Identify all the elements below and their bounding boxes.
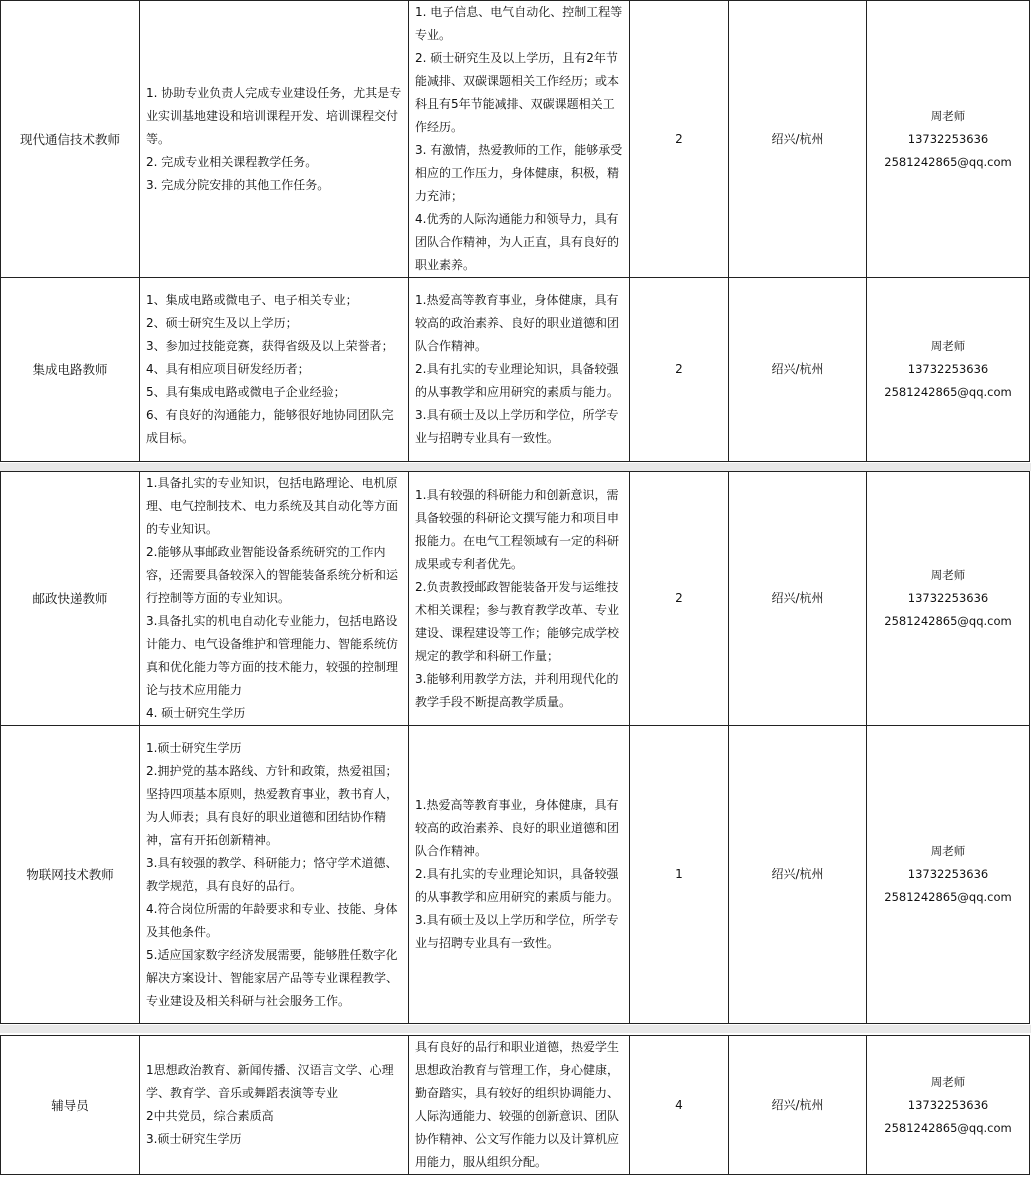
section-divider: [0, 1025, 1031, 1033]
contact-cell: [867, 726, 1030, 1024]
contact-cell: [867, 1036, 1030, 1175]
headcount-cell: 2: [630, 472, 729, 726]
requirement-item: 1. 电子信息、电气自动化、控制工程等专业。: [415, 5, 623, 42]
contact-email: 2581242865@qq.com: [884, 614, 1012, 628]
duty-item: 6、有良好的沟通能力，能够很好地协同团队完成目标。: [146, 408, 394, 445]
duty-item: 2、硕士研究生及以上学历；: [146, 316, 298, 330]
position-name-cell: 集成电路教师: [1, 278, 140, 462]
job-table: [0, 1035, 1030, 1175]
table-row: [1, 1036, 1030, 1175]
duty-item: 1思想政治教育、新闻传播、汉语言文学、心理学、教育学、音乐或舞蹈表演等专业: [146, 1063, 394, 1100]
table-row: [1, 278, 1030, 462]
requirement-item: 1.热爱高等教育事业，身体健康，具有较高的政治素养、良好的职业道德和团队合作精神。: [415, 798, 620, 858]
duty-item: 1.硕士研究生学历: [146, 740, 242, 755]
contact-name: 周老师: [930, 844, 966, 858]
headcount-cell: 1: [630, 726, 729, 1024]
location-cell: 绍兴/杭州: [729, 278, 867, 462]
requirements-cell: [409, 1036, 630, 1175]
duty-item: 3.硕士研究生学历: [146, 1132, 242, 1146]
requirement-item: 具有良好的品行和职业道德，热爱学生思想政治教育与管理工作，身心健康，勤奋踏实，具有较好的组织协调能力、人际沟通能力、较强的创新意识、团队协作精神、公文写作能力以及计算机应用能力，服从组织分配。: [415, 1040, 620, 1169]
contact-phone: 13732253636: [907, 362, 989, 376]
contact-name: 周老师: [930, 108, 966, 123]
duties-cell: [140, 472, 409, 726]
table-row: [1, 726, 1030, 1024]
duty-item: 5、具有集成电路或微电子企业经验；: [146, 385, 346, 399]
duty-item: 4、具有相应项目研发经历者；: [146, 362, 310, 376]
requirement-item: 3. 有激情，热爱教师的工作，能够承受相应的工作压力，身体健康，积极，精力充沛；: [415, 143, 623, 203]
duties-cell: [140, 726, 409, 1024]
position-name-cell: 辅导员: [1, 1036, 140, 1175]
contact-cell: [867, 1, 1030, 278]
job-table: [0, 471, 1030, 1024]
requirement-item: 3.具有硕士及以上学历和学位，所学专业与招聘专业具有一致性。: [415, 913, 619, 950]
duties-cell: [140, 278, 409, 462]
requirement-item: 2.具有扎实的专业理论知识，具备较强的从事教学和应用研究的素质与能力。: [415, 362, 620, 399]
requirement-item: 2. 硕士研究生及以上学历，且有2年节能减排、双碳课题相关工作经历；或本科且有5年节能减排、双碳课题相关工作经历。: [415, 51, 620, 134]
contact-email: 2581242865@qq.com: [884, 890, 1012, 904]
contact-cell: [867, 472, 1030, 726]
contact-phone: 13732253636: [907, 131, 989, 146]
table-row: [1, 1, 1030, 278]
requirement-item: 3.能够利用教学方法，并利用现代化的教学手段不断提高教学质量。: [415, 671, 619, 709]
contact-email: 2581242865@qq.com: [884, 385, 1012, 399]
requirements-cell: [409, 472, 630, 726]
headcount-cell: 2: [630, 1, 729, 278]
contact-name: 周老师: [930, 568, 966, 582]
contact-name: 周老师: [930, 339, 966, 353]
duty-item: 5.适应国家数字经济发展需要，能够胜任数字化解决方案设计、智能家居产品等专业课程教学、专业建设及相关科研与社会服务工作。: [146, 947, 399, 1008]
duty-item: 3、参加过技能竞赛，获得省级及以上荣誉者；: [146, 339, 394, 353]
requirements-cell: [409, 1, 630, 278]
contact-phone: 13732253636: [907, 1097, 989, 1112]
position-name-cell: 邮政快递教师: [1, 472, 140, 726]
contact-email: 2581242865@qq.com: [884, 1120, 1012, 1135]
position-name-cell: 物联网技术教师: [1, 726, 140, 1024]
duty-item: 2. 完成专业相关课程教学任务。: [146, 154, 318, 169]
location-cell: 绍兴/杭州: [729, 1036, 867, 1175]
location-cell: 绍兴/杭州: [729, 726, 867, 1024]
contact-phone: 13732253636: [907, 867, 989, 881]
duty-item: 2.能够从事邮政业智能设备系统研究的工作内容，还需要具备较深入的智能装备系统分析和运行控制等方面的专业知识。: [146, 545, 399, 605]
duty-item: 2中共党员，综合素质高: [146, 1109, 274, 1123]
requirements-cell: [409, 726, 630, 1024]
requirement-item: 2.具有扎实的专业理论知识，具备较强的从事教学和应用研究的素质与能力。: [415, 867, 620, 904]
duties-cell: [140, 1036, 409, 1175]
contact-phone: 13732253636: [907, 591, 989, 605]
table-block-1: [0, 0, 1029, 462]
requirement-item: 1.热爱高等教育事业，身体健康，具有较高的政治素养、良好的职业道德和团队合作精神。: [415, 293, 620, 353]
duty-item: 1、集成电路或微电子、电子相关专业；: [146, 293, 358, 307]
requirement-item: 4.优秀的人际沟通能力和领导力，具有团队合作精神，为人正直，具有良好的职业素养。: [415, 212, 620, 272]
duty-item: 1. 协助专业负责人完成专业建设任务，尤其是专业实训基地建设和培训课程开发、培训课程交付等。: [146, 85, 402, 146]
duty-item: 3.具有较强的教学、科研能力；恪守学术道德、教学规范，具有良好的品行。: [146, 855, 398, 893]
duty-item: 3.具备扎实的机电自动化专业能力，包括电路设计能力、电气设备维护和管理能力、智能系统仿真和优化能力等方面的技术能力，较强的控制理论与技术应用能力: [146, 614, 399, 697]
location-cell: 绍兴/杭州: [729, 472, 867, 726]
duty-item: 2.拥护党的基本路线、方针和政策，热爱祖国；坚持四项基本原则，热爱教育事业，教书育人，为人师表；具有良好的职业道德和团结协作精神，富有开拓创新精神。: [146, 763, 399, 847]
location-cell: 绍兴/杭州: [729, 1, 867, 278]
duty-item: 3. 完成分院安排的其他工作任务。: [146, 177, 330, 192]
requirements-cell: [409, 278, 630, 462]
headcount-cell: 2: [630, 278, 729, 462]
duty-item: 4.符合岗位所需的年龄要求和专业、技能、身体及其他条件。: [146, 901, 398, 939]
contact-email: 2581242865@qq.com: [884, 154, 1012, 169]
table-block-3: [0, 1035, 1029, 1175]
requirement-item: 1.具有较强的科研能力和创新意识，需具备较强的科研论文撰写能力和项目申报能力。在电气工程领域有一定的科研成果或专利者优先。: [415, 487, 620, 571]
requirement-item: 2.负责教授邮政智能装备开发与运维技术相关课程；参与教育教学改革、专业建设、课程建设等工作；能够完成学校规定的教学和科研工作量；: [415, 579, 620, 663]
position-name-cell: 现代通信技术教师: [1, 1, 140, 278]
table-row: [1, 472, 1030, 726]
duties-cell: [140, 1, 409, 278]
duty-item: 4. 硕士研究生学历: [146, 706, 246, 720]
headcount-cell: 4: [630, 1036, 729, 1175]
requirement-item: 3.具有硕士及以上学历和学位，所学专业与招聘专业具有一致性。: [415, 408, 619, 445]
job-table: [0, 0, 1030, 462]
duty-item: 1.具备扎实的专业知识，包括电路理论、电机原理、电气控制技术、电力系统及其自动化等方面的专业知识。: [146, 476, 399, 536]
section-divider: [0, 463, 1031, 471]
contact-name: 周老师: [930, 1074, 966, 1089]
contact-cell: [867, 278, 1030, 462]
table-block-2: [0, 471, 1029, 1024]
